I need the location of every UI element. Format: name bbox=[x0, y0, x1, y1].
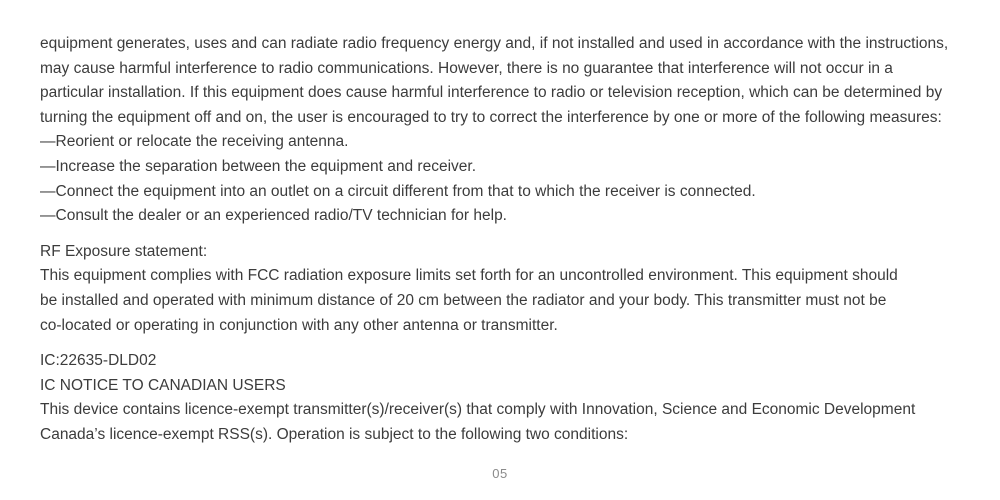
fcc-measure-item: —Consult the dealer or an experienced radio/TV technician for help. bbox=[40, 207, 507, 225]
paragraph-spacer bbox=[40, 229, 970, 240]
fcc-measure-item: —Increase the separation between the equipment and receiver. bbox=[40, 157, 476, 175]
fcc-measure-item: —Connect the equipment into an outlet on a circuit different from that to which the receiver is connected. bbox=[40, 182, 756, 200]
ic-notice-line: Canada’s licence-exempt RSS(s). Operation is subject to the following two conditions: bbox=[40, 425, 629, 443]
fcc-interference-paragraph bbox=[40, 32, 970, 229]
rf-exposure-paragraph bbox=[40, 240, 970, 338]
ic-notice-line: This device contains licence-exempt transmitter(s)/receiver(s) that comply with Innovation, Science and Economic Development bbox=[40, 401, 916, 419]
ic-notice-heading: IC NOTICE TO CANADIAN USERS bbox=[40, 376, 286, 394]
paragraph-spacer bbox=[40, 338, 970, 349]
fcc-line: equipment generates, uses and can radiate radio frequency energy and, if not installed and used in accordance with the instructions, bbox=[40, 35, 949, 52]
rf-exposure-line: co-located or operating in conjunction with any other antenna or transmitter. bbox=[40, 316, 558, 334]
fcc-line: particular installation. If this equipment does cause harmful interference to radio or television reception, which can be determined by bbox=[40, 84, 943, 102]
fcc-line: turning the equipment off and on, the user is encouraged to try to correct the interference by one or more of the following measures: bbox=[40, 108, 942, 126]
fcc-measure-item: —Reorient or relocate the receiving antenna. bbox=[40, 133, 349, 151]
fcc-line: may cause harmful interference to radio communications. However, there is no guarantee that interference will not occur in a bbox=[40, 59, 893, 77]
rf-exposure-line: This equipment complies with FCC radiation exposure limits set forth for an uncontrolled environment. This equipment should bbox=[40, 267, 898, 285]
rf-exposure-heading: RF Exposure statement: bbox=[40, 242, 208, 260]
rf-exposure-line: be installed and operated with minimum distance of 20 cm between the radiator and your body. This transmitter must not be bbox=[40, 291, 887, 309]
page-number: 05 bbox=[492, 466, 508, 481]
document-body bbox=[40, 32, 970, 448]
ic-notice-paragraph bbox=[40, 349, 970, 447]
ic-id: IC:22635-DLD02 bbox=[40, 352, 157, 370]
